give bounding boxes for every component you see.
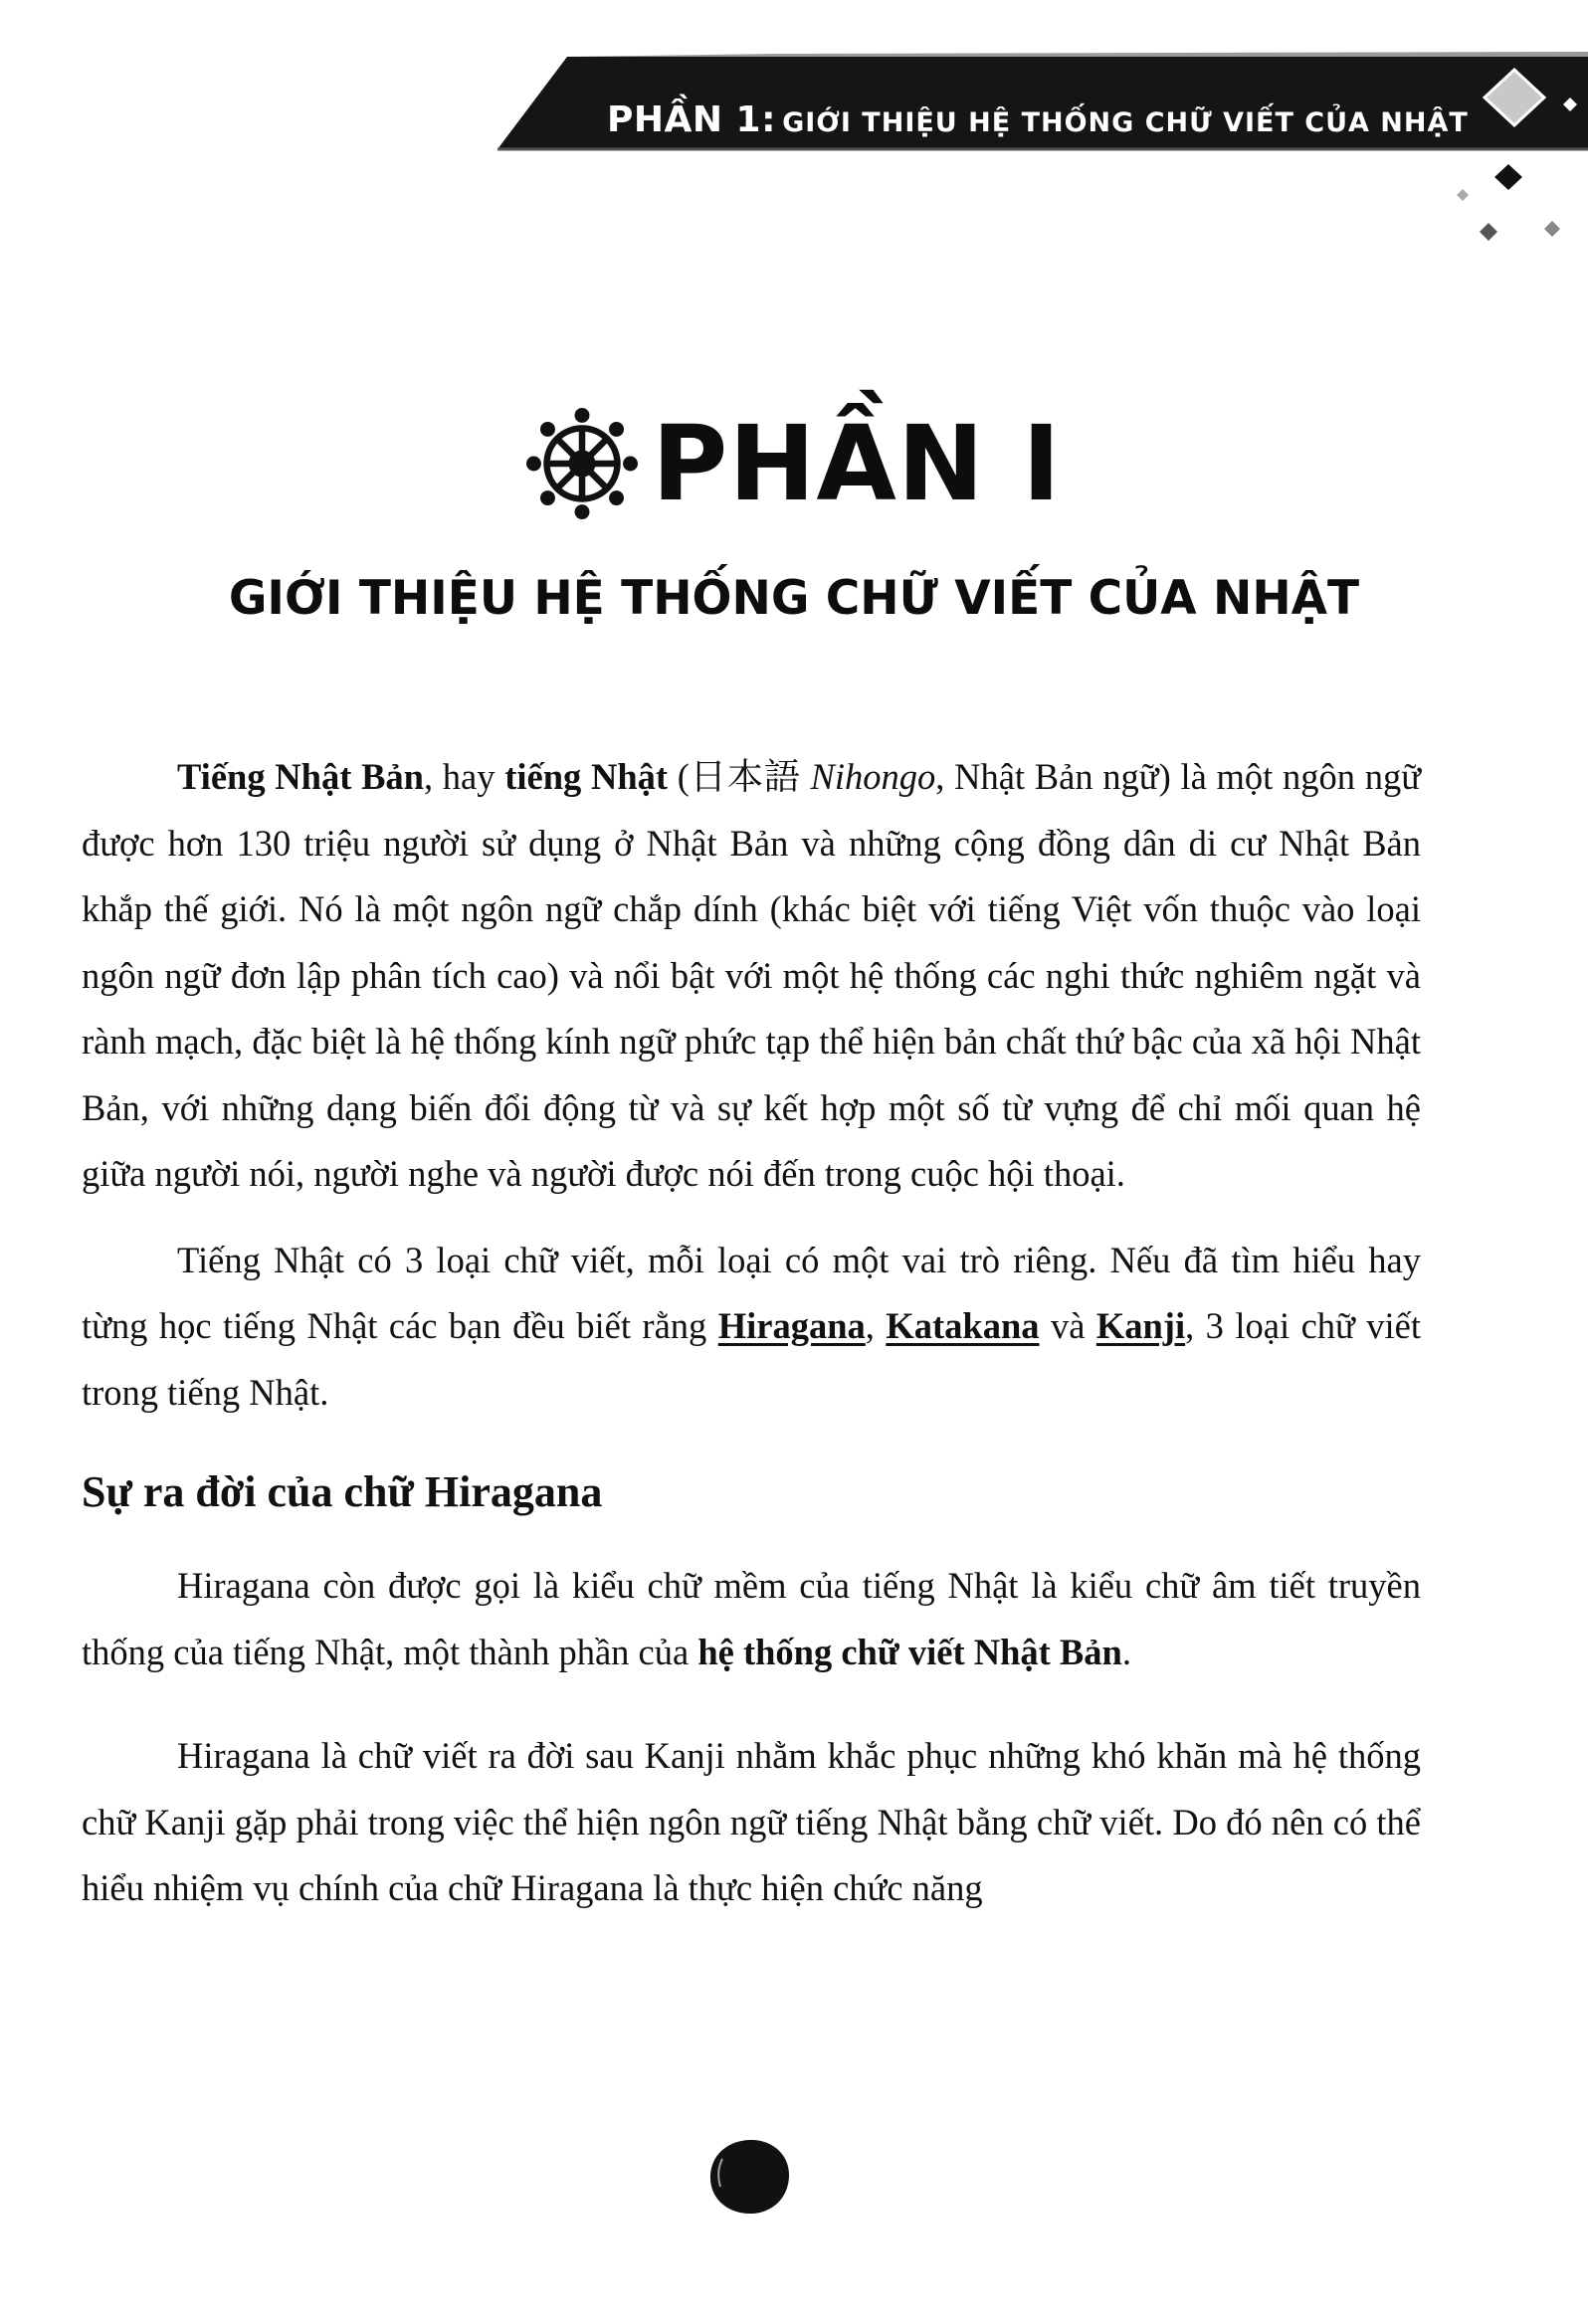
chapter-subtitle: GIỚI THIỆU HỆ THỐNG CHỮ VIẾT CỦA NHẬT xyxy=(228,571,1360,626)
chapter-heading xyxy=(0,403,1588,524)
chapter-title: PHẦN I xyxy=(652,403,1062,524)
diamond-tiny-icon xyxy=(1544,221,1560,237)
header-diamond-decoration xyxy=(0,0,1588,259)
paragraph-hiragana-origin: Hiragana là chữ viết ra đời sau Kanji nhằm khắc phục những khó khăn mà hệ thống chữ Kanji gặp phải trong việc thể hiện ngôn ngữ tiếng Nhật bằng chữ viết. Do đó nên có thể hiểu nhiệm vụ chính của chữ Hiragana là thực hiện chức năng xyxy=(82,1735,1421,1908)
header-title: GIỚI THIỆU HỆ THỐNG CHỮ VIẾT CỦA NHẬT xyxy=(782,107,1469,138)
diamond-large-icon xyxy=(1485,70,1544,125)
header-part-number: PHẦN 1: xyxy=(607,99,776,140)
paragraph-writing-systems: Tiếng Nhật có 3 loại chữ viết, mỗi loại có một vai trò riêng. Nếu đã tìm hiểu hay từng học tiếng Nhật các bạn đều biết rằng Hiragana, Katakana và Kanji, 3 loại chữ viết trong tiếng Nhật. xyxy=(82,1239,1421,1413)
link-hiragana[interactable]: Hiragana xyxy=(717,1305,866,1346)
romaji-nihongo: Nihongo xyxy=(810,756,936,797)
term-tieng-nhat-ban: Tiếng Nhật Bản xyxy=(177,756,424,797)
link-kanji[interactable]: Kanji xyxy=(1095,1305,1186,1346)
link-katakana[interactable]: Katakana xyxy=(886,1305,1040,1346)
page-number-marker xyxy=(706,2137,792,2217)
dharma-wheel-icon xyxy=(526,408,638,519)
paragraph-intro: Tiếng Nhật Bản, hay tiếng Nhật (日本語 Nihongo, Nhật Bản ngữ) là một ngôn ngữ được hơn 130 triệu người sử dụng ở Nhật Bản và những cộng đồng dân di cư Nhật Bản khắp thế giới. Nó là một ngôn ngữ chắp dính (khác biệt với tiếng Việt vốn thuộc vào loại ngôn ngữ đơn lập phân tích cao) và nổi bật với một hệ thống các nghi thức nghiêm ngặt và rành mạch, đặc biệt là hệ thống kính ngữ phức tạp thể hiện bản chất thứ bậc của xã hội Nhật Bản, với những dạng biến đổi động từ và sự kết hợp một số từ vựng để chỉ mối quan hệ giữa người nói, người nghe và người được nói đến trong cuộc hội thoại. xyxy=(82,756,1421,1194)
section-heading-hiragana: Sự ra đời của chữ Hiragana xyxy=(82,1467,603,1516)
term-he-thong-chu-viet: hệ thống chữ viết Nhật Bản xyxy=(697,1631,1122,1672)
term-tieng-nhat: tiếng Nhật xyxy=(504,756,669,797)
diamond-tiny-icon xyxy=(1457,189,1469,201)
diamond-tiny-icon xyxy=(1563,97,1577,111)
body-text xyxy=(82,744,1421,1922)
diamond-tiny-icon xyxy=(1480,223,1497,241)
diamond-small-icon xyxy=(1494,164,1522,190)
paragraph-hiragana-definition: Hiragana còn được gọi là kiểu chữ mềm của tiếng Nhật là kiểu chữ âm tiết truyền thống của tiếng Nhật, một thành phần của hệ thống chữ viết Nhật Bản. xyxy=(82,1565,1421,1672)
